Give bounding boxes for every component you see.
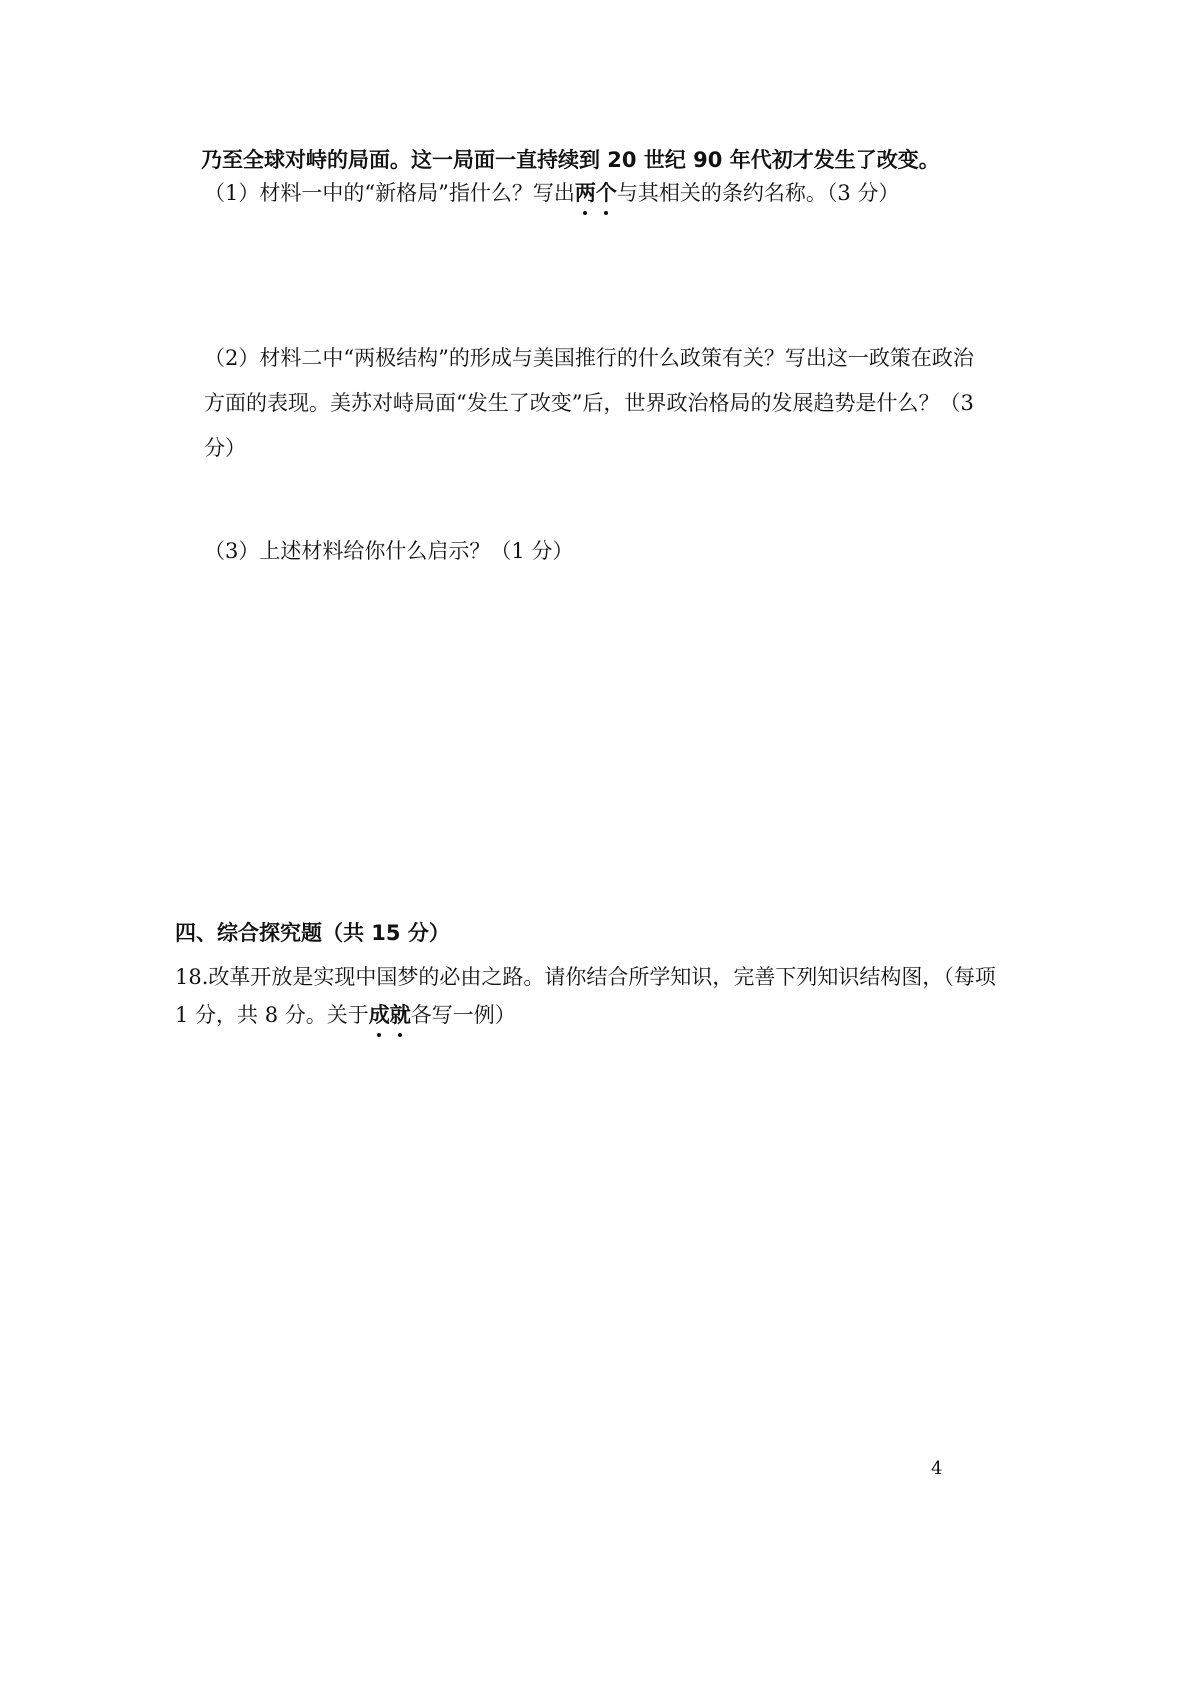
question-1-text-before: （1）材料一中的“新格局”指什么？写出 — [204, 181, 575, 205]
question-18-text-after: 各写一例） — [410, 1003, 516, 1027]
paragraph-continuation: 乃至全球对峙的局面。这一局面一直持续到 20 世纪 90 年代初才发生了改变。 — [201, 148, 940, 172]
question-1-text-after: 与其相关的条约名称。（3 分） — [616, 181, 900, 205]
question-2-line-1: （2）材料二中“两极结构”的形成与美国推行的什么政策有关？写出这一政策在政治 — [204, 346, 974, 370]
emphasis-char: 成 — [369, 1000, 390, 1030]
question-18-line-2 — [175, 1000, 516, 1030]
question-18-line-1: 18.改革开放是实现中国梦的必由之路。请你结合所学知识，完善下列知识结构图，（每项 — [175, 965, 996, 989]
question-1 — [204, 178, 899, 208]
section-four-heading: 四、综合探究题（共 15 分） — [175, 921, 450, 945]
question-2-line-2: 方面的表现。美苏对峙局面“发生了改变”后，世界政治格局的发展趋势是什么？（3 — [204, 391, 974, 415]
question-18-text-before: 1 分，共 8 分。关于 — [175, 1003, 369, 1027]
emphasis-char: 两 — [575, 178, 596, 208]
emphasis-char: 就 — [390, 1000, 411, 1030]
question-2-line-3: 分） — [204, 436, 246, 460]
emphasis-char: 个 — [596, 178, 617, 208]
page-number: 4 — [931, 1458, 943, 1479]
question-3: （3）上述材料给你什么启示？（1 分） — [204, 539, 574, 563]
